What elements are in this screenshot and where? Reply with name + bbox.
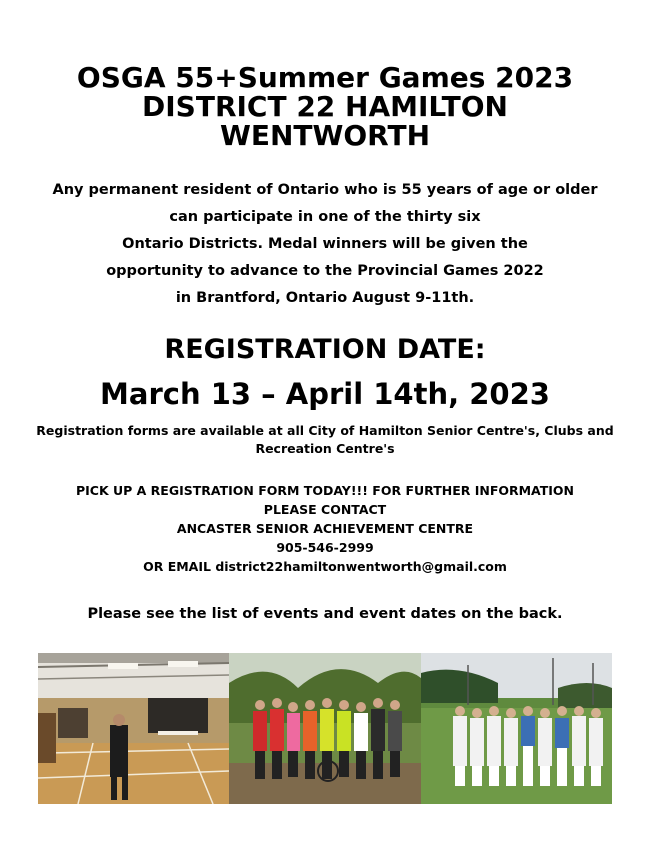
contact-line-1: PICK UP A REGISTRATION FORM TODAY!!! FOR FURTHER INFORMATION (75, 483, 575, 498)
contact-block (20, 481, 630, 576)
intro-line-4: opportunity to advance to the Provincial Games 2022 (106, 263, 544, 279)
pickleball-gym-photo (38, 653, 229, 804)
intro-line-3: Ontario Districts. Medal winners will be given the (122, 236, 528, 252)
title-line-3: WENTWORTH (219, 119, 431, 152)
contact-phone: 905-546-2999 (276, 540, 374, 555)
title-line-2: DISTRICT 22 HAMILTON (142, 90, 508, 123)
photo-collage (38, 653, 612, 804)
flyer-title (0, 63, 650, 150)
registration-dates: March 13 – April 14th, 2023 (100, 377, 550, 411)
intro-line-1: Any permanent resident of Ontario who is 55 years of age or older (52, 182, 598, 198)
contact-email: OR EMAIL district22hamiltonwentworth@gmail.com (143, 559, 507, 574)
registration-heading: REGISTRATION DATE: (164, 334, 486, 365)
contact-centre: ANCASTER SENIOR ACHIEVEMENT CENTRE (176, 521, 474, 536)
contact-line-2: PLEASE CONTACT (263, 502, 387, 517)
intro-line-5: in Brantford, Ontario August 9-11th. (175, 290, 475, 306)
lawn-bowling-group-photo (421, 653, 612, 804)
title-line-1: OSGA 55+Summer Games 2023 (76, 61, 574, 94)
back-page-note: Please see the list of events and event dates on the back. (87, 606, 563, 622)
intro-line-2: can participate in one of the thirty six (169, 209, 481, 225)
eligibility-paragraph (20, 177, 630, 312)
forms-availability-note: Registration forms are available at all City of Hamilton Senior Centre's, Clubs and Recreation Centre's (36, 423, 614, 456)
cycling-group-photo (229, 653, 421, 804)
